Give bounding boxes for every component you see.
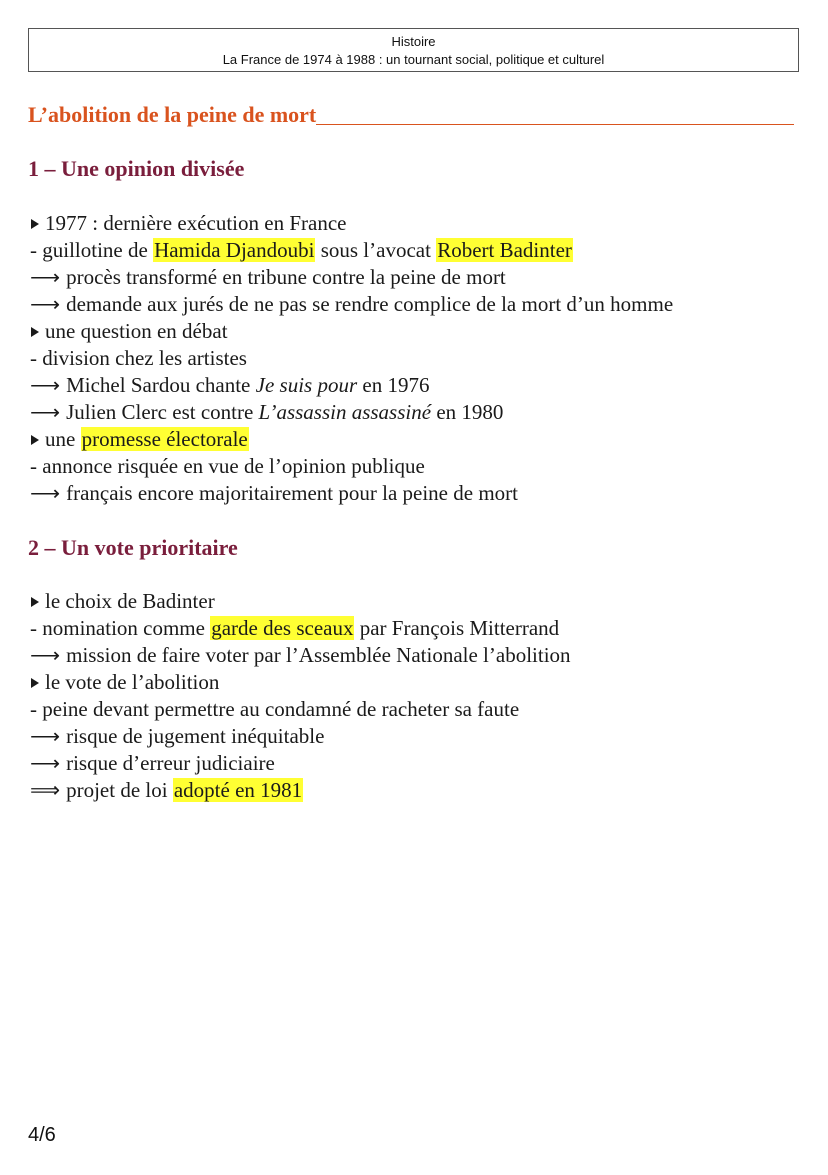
s2-line-3 (30, 643, 571, 667)
line-text: 1977 : dernière exécution en France (45, 211, 347, 235)
song-title: L’assassin assassiné (258, 400, 432, 424)
line-text: risque d’erreur judiciaire (66, 751, 275, 775)
line-text: en 1976 (357, 373, 430, 397)
line-text: Julien Clerc est contre (66, 400, 259, 424)
section-2-heading: 2 – Un vote prioritaire (28, 535, 238, 560)
document-title: L’abolition de la peine de mort (28, 102, 317, 127)
s1-line-9 (30, 427, 249, 451)
double-arrow-right-icon: ⟹ (30, 778, 61, 802)
line-text: - annonce risquée en vue de l’opinion publique (30, 454, 425, 478)
subject-label: Histoire (391, 34, 436, 49)
s1-line-6 (30, 346, 247, 370)
line-text: risque de jugement inéquitable (66, 724, 325, 748)
bullet-triangle-icon (31, 435, 39, 445)
line-text: - division chez les artistes (30, 346, 247, 370)
s1-line-8 (30, 400, 503, 424)
s1-line-1 (30, 211, 346, 235)
arrow-right-icon: ⟶ (30, 373, 61, 397)
arrow-right-icon: ⟶ (30, 481, 61, 505)
arrow-right-icon: ⟶ (30, 724, 61, 748)
highlight-name-djandoubi: Hamida Djandoubi (154, 238, 315, 262)
line-text: une (45, 427, 81, 451)
s1-line-2 (30, 238, 573, 262)
arrow-right-icon: ⟶ (30, 292, 61, 316)
song-title: Je suis pour (255, 373, 358, 397)
s1-line-5 (30, 319, 228, 343)
bullet-triangle-icon (31, 327, 39, 337)
s1-line-7 (30, 373, 429, 397)
s1-line-4 (30, 292, 673, 316)
s2-line-6 (30, 724, 324, 748)
bullet-triangle-icon (31, 597, 39, 607)
highlight-adopte-1981: adopté en 1981 (173, 778, 303, 802)
line-text: français encore majoritairement pour la peine de mort (66, 481, 518, 505)
document-header (28, 28, 799, 72)
s2-line-8 (30, 778, 303, 802)
line-text: une question en débat (45, 319, 228, 343)
arrow-right-icon: ⟶ (30, 400, 61, 424)
line-text: Michel Sardou chante (66, 373, 256, 397)
line-text: le vote de l’abolition (45, 670, 220, 694)
bullet-triangle-icon (31, 219, 39, 229)
line-text: projet de loi (66, 778, 173, 802)
s2-line-4 (30, 670, 219, 694)
s1-line-3 (30, 265, 506, 289)
page-number: 4/6 (28, 1124, 56, 1146)
s1-line-10 (30, 454, 425, 478)
document-title-row (28, 98, 794, 128)
line-text: sous l’avocat (315, 238, 437, 262)
line-text: - peine devant permettre au condamné de racheter sa faute (30, 697, 520, 721)
bullet-triangle-icon (31, 678, 39, 688)
highlight-garde-des-sceaux: garde des sceaux (211, 616, 354, 640)
arrow-right-icon: ⟶ (30, 751, 61, 775)
s2-line-7 (30, 751, 275, 775)
s2-line-1 (30, 589, 215, 613)
s1-line-11 (30, 481, 518, 505)
line-text: procès transformé en tribune contre la peine de mort (66, 265, 506, 289)
line-text: demande aux jurés de ne pas se rendre complice de la mort d’un homme (66, 292, 674, 316)
line-text: mission de faire voter par l’Assemblée Nationale l’abolition (66, 643, 571, 667)
line-text: le choix de Badinter (45, 589, 215, 613)
section-1-heading: 1 – Une opinion divisée (28, 156, 245, 181)
s2-line-2 (30, 616, 559, 640)
arrow-right-icon: ⟶ (30, 643, 61, 667)
title-underline (316, 123, 794, 125)
line-text: par François Mitterrand (354, 616, 560, 640)
line-text: - nomination comme (30, 616, 211, 640)
line-text: en 1980 (431, 400, 504, 424)
line-text: - guillotine de (30, 238, 154, 262)
arrow-right-icon: ⟶ (30, 265, 61, 289)
highlight-promesse: promesse électorale (81, 427, 248, 451)
s2-line-5 (30, 697, 519, 721)
highlight-name-badinter: Robert Badinter (437, 238, 572, 262)
course-title: La France de 1974 à 1988 : un tournant social, politique et culturel (222, 52, 605, 67)
